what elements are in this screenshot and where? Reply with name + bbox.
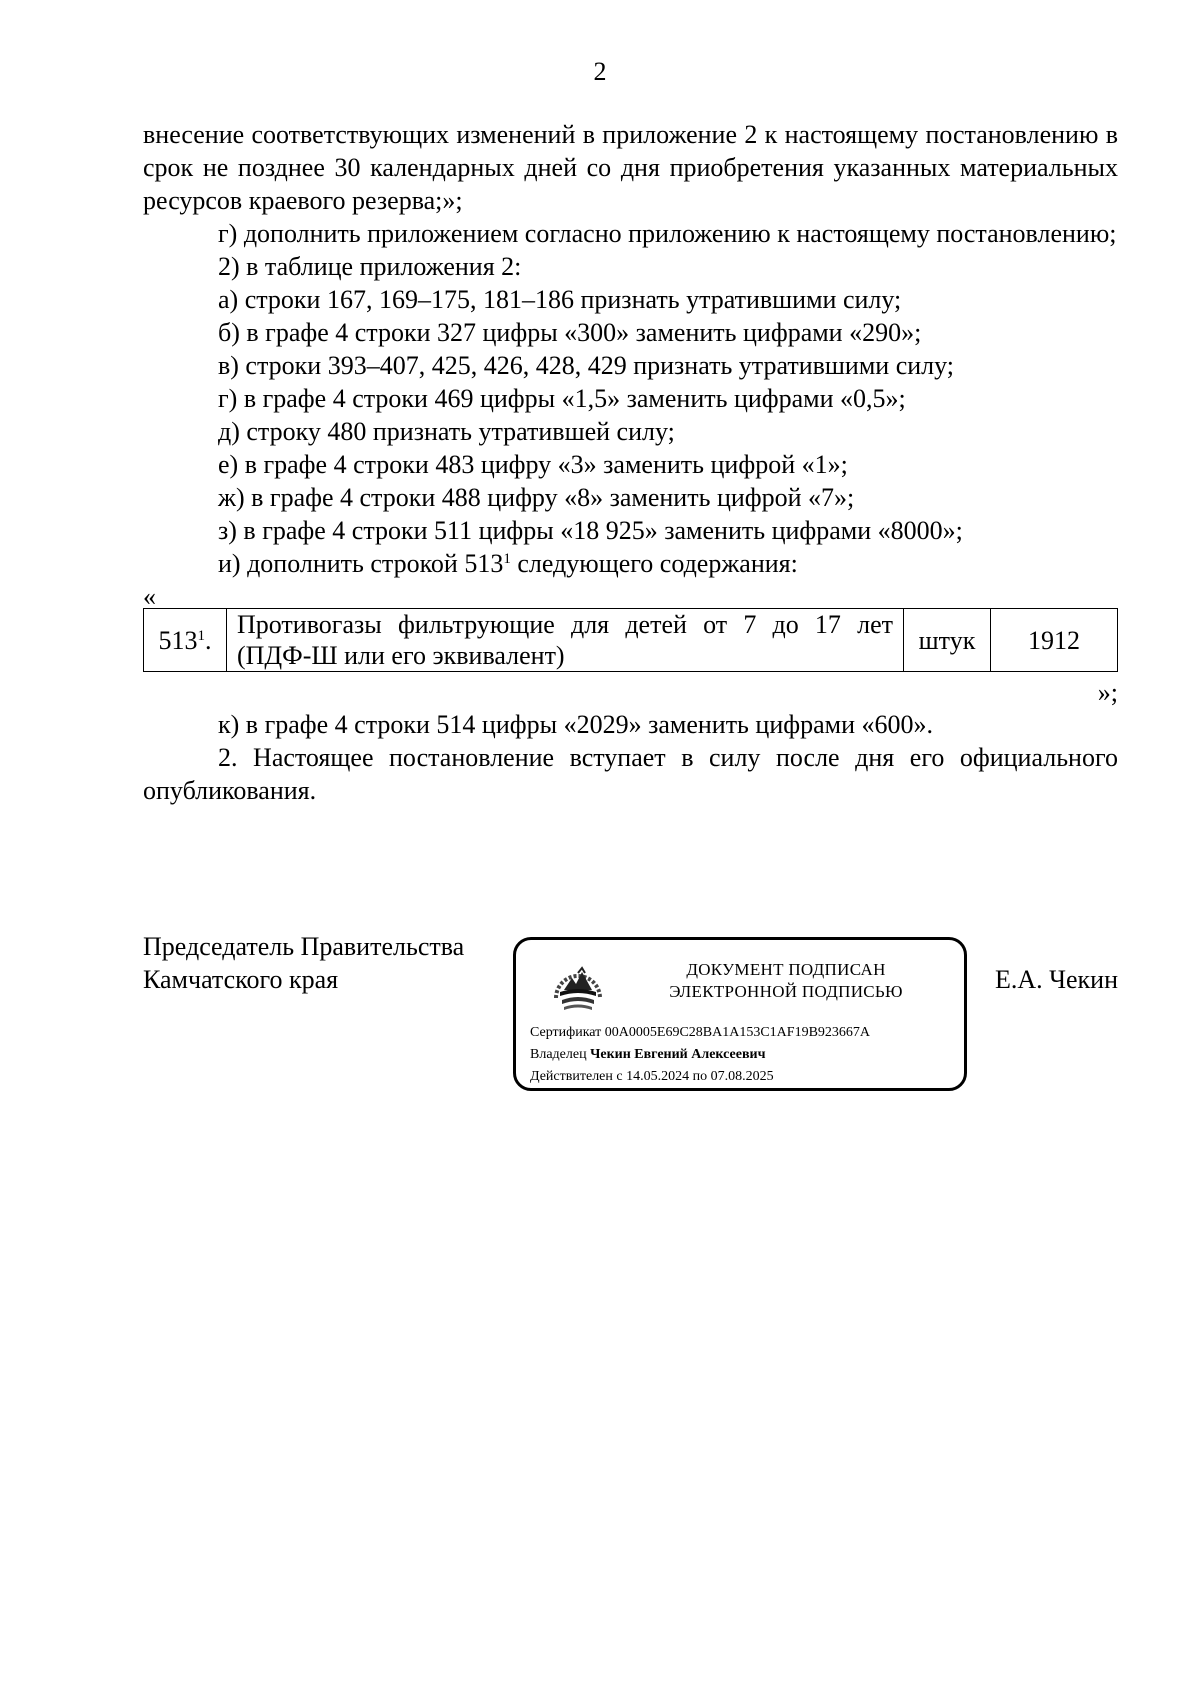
signatory-position: Председатель Правительства Камчатского края [143,932,465,994]
table-row [144,609,1118,672]
list-item-k: к) в графе 4 строки 514 цифры «2029» заменить цифрами «600». [218,710,933,739]
list-item: б) в графе 4 строки 327 цифры «300» заменить цифрами «290»; [218,318,922,347]
electronic-signature-stamp [513,937,967,1091]
list-item: е) в графе 4 строки 483 цифру «3» заменить цифрой «1»; [218,450,848,479]
stamp-title: ДОКУМЕНТ ПОДПИСАН ЭЛЕКТРОННОЙ ПОДПИСЬЮ [669,960,903,1001]
quantity-cell: 1912 [991,609,1118,672]
item-name-cell: Противогазы фильтрующие для детей от 7 до 17 лет (ПДФ-Ш или его эквивалент) [227,609,904,672]
inserted-row-table [143,608,1118,672]
paragraph-continuation: внесение соответствующих изменений в приложение 2 к настоящему постановлению в срок не позднее 30 календарных дней со дня приобретения указанных материальных ресурсов краевого резерва;»; [143,120,1118,215]
page-number: 2 [593,57,607,86]
list-item-i: и) дополнить строкой $513^1$ следующего содержания: [218,549,798,578]
closing-quote: »; [1097,678,1118,707]
document-body [143,118,1118,807]
owner-line: Владелец Чекин Евгений Алексеевич [530,1047,766,1062]
list-item: ж) в графе 4 строки 488 цифру «8» заменить цифрой «7»; [218,483,855,512]
row-number-cell: $513^1$. [144,609,227,672]
list-item: а) строки 167, 169–175, 181–186 признать утратившими силу; [218,285,902,314]
emblem-icon [552,958,604,1014]
unit-cell: штук [904,609,991,672]
signatory-name: Е.А. Чекин [994,965,1118,994]
paragraph-final: 2. Настоящее постановление вступает в силу после дня его официального опубликования. [143,743,1118,805]
stamp-details [530,1022,870,1088]
paragraph-item-g: г) дополнить приложением согласно приложению к настоящему постановлению; [218,219,1117,248]
list-item: з) в графе 4 строки 511 цифры «18 925» заменить цифрами «8000»; [218,516,963,545]
validity-line: Действителен с 14.05.2024 по 07.08.2025 [530,1069,774,1084]
list-item: г) в графе 4 строки 469 цифры «1,5» заменить цифрами «0,5»; [218,384,906,413]
certificate-line: Сертификат 00A0005E69C28BA1A153C1AF19B923667A [530,1025,871,1040]
list-item: в) строки 393–407, 425, 426, 428, 429 признать утратившими силу; [218,351,955,380]
opening-quote: « [143,582,156,611]
list-item: д) строку 480 признать утратившей силу; [218,417,675,446]
list-item: 2) в таблице приложения 2: [218,252,522,281]
